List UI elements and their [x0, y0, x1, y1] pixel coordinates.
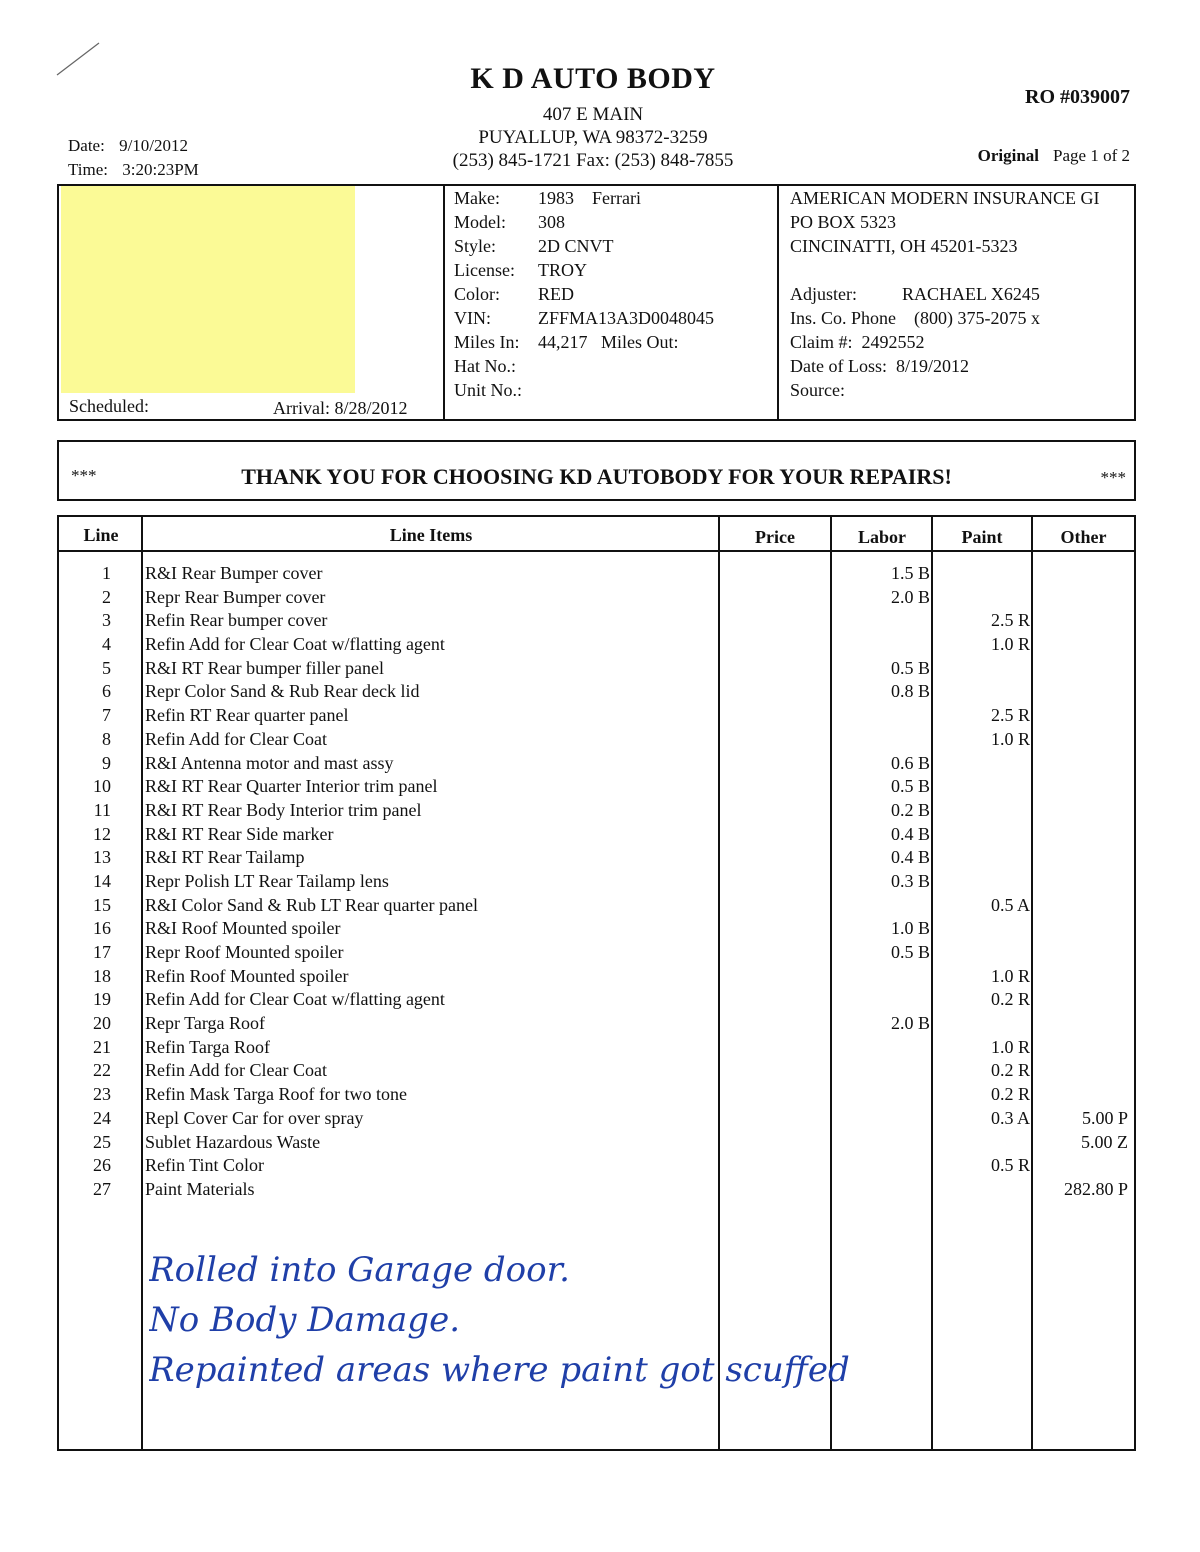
row-line-number: 7: [102, 705, 111, 726]
table-row: [59, 964, 1134, 988]
handwritten-line-2: No Body Damage.: [149, 1300, 460, 1340]
table-row: [59, 656, 1134, 680]
row-line-item: R&I RT Rear Body Interior trim panel: [145, 799, 422, 820]
row-line-number: 12: [93, 823, 111, 844]
row-line-item: Refin Roof Mounted spoiler: [145, 965, 349, 986]
row-other: 282.80 P: [1063, 1178, 1128, 1199]
table-row: [59, 845, 1134, 869]
row-line-number: 4: [102, 634, 111, 655]
table-row: [59, 727, 1134, 751]
vehicle-model: Model: 308: [454, 212, 565, 232]
row-line-item: R&I Roof Mounted spoiler: [145, 918, 341, 939]
thank-you-banner: [57, 440, 1136, 501]
vehicle-hat-no: Hat No.:: [454, 356, 516, 376]
row-paint: 0.3 A: [990, 1107, 1030, 1128]
row-line-item: Repr Rear Bumper cover: [145, 586, 326, 607]
insurance-company: AMERICAN MODERN INSURANCE GI: [790, 188, 1100, 208]
row-paint: 0.2 R: [990, 989, 1030, 1010]
time-value: 3:20:23PM: [122, 160, 199, 179]
row-line-number: 22: [93, 1060, 111, 1081]
row-paint: 0.2 R: [990, 1084, 1030, 1105]
row-labor: 0.5 B: [890, 657, 930, 678]
header-info-box: [57, 184, 1136, 421]
status-original: Original: [977, 146, 1040, 165]
row-other: 5.00 Z: [1081, 1131, 1128, 1152]
table-row: [59, 608, 1134, 632]
scheduled-label: Scheduled:: [69, 396, 149, 416]
table-row: [59, 916, 1134, 940]
row-line-item: Refin Tint Color: [145, 1155, 265, 1176]
redacted-customer-highlight: [61, 186, 355, 393]
row-line-item: Repl Cover Car for over spray: [145, 1107, 364, 1128]
vehicle-vin: VIN: ZFFMA13A3D0048045: [454, 308, 715, 328]
insurance-source: Source:: [790, 380, 845, 400]
table-row: [59, 893, 1134, 917]
table-row: [59, 751, 1134, 775]
header-other: Other: [1060, 527, 1107, 547]
row-paint: 1.0 R: [990, 634, 1030, 655]
shop-name: K D AUTO BODY: [470, 62, 716, 95]
row-labor: 2.0 B: [890, 586, 930, 607]
page-status: [978, 146, 1130, 166]
row-paint: 1.0 R: [990, 965, 1030, 986]
row-line-item: R&I Rear Bumper cover: [145, 563, 323, 583]
row-line-number: 15: [93, 894, 111, 915]
header-line: Line: [83, 525, 119, 545]
shop-phones: (253) 845-1721 Fax: (253) 848-7855: [452, 150, 734, 171]
table-row: [59, 798, 1134, 822]
row-labor: 0.2 B: [890, 799, 930, 820]
handwritten-line-1: Rolled into Garage door.: [149, 1250, 570, 1290]
row-line-item: Paint Materials: [145, 1178, 255, 1199]
row-line-number: 11: [93, 799, 111, 820]
ro-number: RO #039007: [1025, 86, 1130, 108]
row-labor: 0.6 B: [890, 752, 930, 773]
row-line-item: R&I RT Rear Quarter Interior trim panel: [145, 776, 438, 797]
row-line-number: 9: [102, 752, 111, 773]
table-row: [59, 1130, 1134, 1154]
table-row: [59, 1153, 1134, 1177]
vehicle-license: License: TROY: [454, 260, 587, 280]
shop-city: PUYALLUP, WA 98372-3259: [478, 127, 708, 148]
table-row: [59, 940, 1134, 964]
row-paint: 0.5 R: [990, 1155, 1030, 1176]
row-line-item: Repr Targa Roof: [145, 1013, 266, 1034]
row-line-number: 13: [93, 847, 111, 868]
insurance-address: PO BOX 5323: [790, 212, 897, 232]
table-row: [59, 632, 1134, 656]
handwritten-line-3: Repainted areas where paint got scuffed: [149, 1350, 850, 1390]
row-line-number: 17: [93, 942, 111, 962]
insurance-phone: Ins. Co. Phone (800) 375-2075 x: [790, 308, 1040, 328]
row-line-item: Refin Rear bumper cover: [145, 610, 328, 631]
row-line-number: 25: [93, 1131, 111, 1152]
header-price: Price: [755, 527, 795, 547]
row-line-item: R&I Color Sand & Rub LT Rear quarter panel: [145, 894, 478, 915]
row-line-number: 5: [102, 657, 111, 678]
row-line-item: Refin Add for Clear Coat w/flatting agent: [145, 634, 445, 655]
row-labor: 0.4 B: [890, 847, 930, 868]
row-paint: 0.5 A: [990, 894, 1030, 915]
row-labor: 0.5 B: [890, 942, 930, 962]
row-line-item: Refin Add for Clear Coat: [145, 1060, 327, 1081]
row-line-number: 2: [102, 586, 111, 607]
banner-stars-right: ***: [1100, 468, 1126, 487]
row-line-number: 19: [93, 989, 111, 1010]
table-row: [59, 1011, 1134, 1035]
row-line-number: 8: [102, 728, 111, 749]
insurance-city: CINCINATTI, OH 45201-5323: [790, 236, 1018, 256]
row-line-item: R&I RT Rear bumper filler panel: [145, 657, 385, 678]
row-labor: 1.0 B: [890, 918, 930, 939]
vehicle-unit-no: Unit No.:: [454, 380, 523, 400]
table-row: [59, 1058, 1134, 1082]
table-rows: [59, 561, 1134, 1201]
row-labor: 0.4 B: [890, 823, 930, 844]
vehicle-make: Make: 1983 Ferrari: [454, 188, 641, 208]
table-row: [59, 774, 1134, 798]
row-line-item: R&I RT Rear Side marker: [145, 823, 334, 844]
insurance-info: [790, 186, 1130, 402]
row-paint: 1.0 R: [990, 1036, 1030, 1057]
row-labor: 0.3 B: [890, 870, 930, 891]
insurance-claim: Claim #: 2492552: [790, 332, 925, 352]
row-line-number: 23: [93, 1084, 111, 1105]
banner-stars-left: ***: [71, 466, 97, 485]
header-line-items: Line Items: [389, 525, 473, 545]
row-line-number: 18: [93, 965, 111, 986]
line-items-table: [57, 515, 1136, 1451]
row-labor: 1.5 B: [890, 563, 930, 583]
row-labor: 2.0 B: [890, 1013, 930, 1034]
date-value: 9/10/2012: [119, 136, 189, 155]
handwritten-note: [149, 1235, 1009, 1415]
row-line-number: 21: [93, 1036, 111, 1057]
table-row: [59, 1177, 1134, 1201]
vehicle-miles: Miles In: 44,217 Miles Out:: [454, 332, 679, 352]
table-row: [59, 1106, 1134, 1130]
vehicle-color: Color: RED: [454, 284, 574, 304]
row-labor: 0.8 B: [890, 681, 930, 702]
table-row: [59, 1035, 1134, 1059]
insurance-date-of-loss: Date of Loss: 8/19/2012: [790, 356, 969, 376]
row-line-item: Refin Targa Roof: [145, 1036, 271, 1057]
vehicle-info: [454, 186, 714, 402]
row-line-item: Refin Add for Clear Coat w/flatting agent: [145, 989, 445, 1010]
table-row: [59, 869, 1134, 893]
row-line-item: Refin RT Rear quarter panel: [145, 705, 349, 726]
table-row: [59, 987, 1134, 1011]
table-row: [59, 703, 1134, 727]
date-line: [68, 136, 188, 156]
table-row: [59, 1082, 1134, 1106]
row-line-item: R&I RT Rear Tailamp: [145, 847, 305, 868]
row-paint: 1.0 R: [990, 728, 1030, 749]
time-line: [68, 160, 199, 180]
row-line-number: 24: [93, 1107, 111, 1128]
row-line-number: 14: [93, 870, 111, 891]
row-line-number: 27: [93, 1178, 111, 1199]
page-number: Page 1 of 2: [1053, 146, 1130, 165]
row-line-item: Refin Add for Clear Coat: [145, 728, 327, 749]
row-paint: 2.5 R: [990, 610, 1030, 631]
row-line-item: Repr Roof Mounted spoiler: [145, 942, 344, 962]
row-paint: 2.5 R: [990, 705, 1030, 726]
row-line-item: R&I Antenna motor and mast assy: [145, 752, 394, 773]
header-paint: Paint: [961, 527, 1003, 547]
row-line-item: Repr Color Sand & Rub Rear deck lid: [145, 681, 420, 702]
banner-text: THANK YOU FOR CHOOSING KD AUTOBODY FOR YOUR REPAIRS!: [241, 464, 952, 489]
row-line-item: Refin Mask Targa Roof for two tone: [145, 1084, 408, 1105]
row-line-number: 6: [102, 681, 111, 702]
header-labor: Labor: [857, 527, 906, 547]
row-line-number: 20: [93, 1013, 111, 1034]
row-line-number: 10: [93, 776, 111, 797]
vehicle-style: Style: 2D CNVT: [454, 236, 614, 256]
row-labor: 0.5 B: [890, 776, 930, 797]
row-line-item: Sublet Hazardous Waste: [145, 1131, 321, 1152]
table-row: [59, 679, 1134, 703]
row-paint: 0.2 R: [990, 1060, 1030, 1081]
row-line-number: 3: [102, 610, 111, 631]
table-row: [59, 822, 1134, 846]
date-label: Date:: [68, 136, 105, 155]
row-line-item: Repr Polish LT Rear Tailamp lens: [145, 870, 389, 891]
row-line-number: 16: [93, 918, 111, 939]
time-label: Time:: [68, 160, 109, 179]
arrival-date: Arrival: 8/28/2012: [273, 398, 408, 418]
shop-address: 407 E MAIN: [542, 104, 644, 125]
table-row: [59, 561, 1134, 585]
row-line-number: 26: [93, 1155, 111, 1176]
row-other: 5.00 P: [1081, 1107, 1128, 1128]
insurance-adjuster: Adjuster: RACHAEL X6245: [790, 284, 1040, 304]
row-line-number: 1: [102, 563, 111, 583]
table-row: [59, 585, 1134, 609]
